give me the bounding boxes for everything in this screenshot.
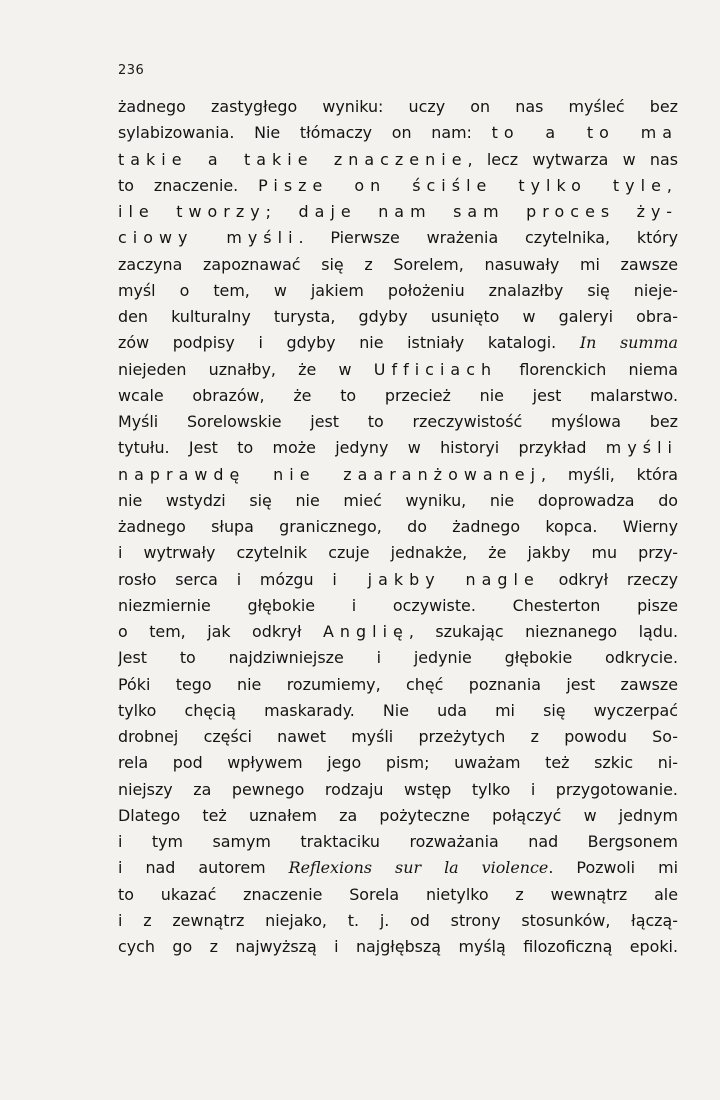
text-line: [118, 120, 678, 146]
text-run: cych go z najwyższą i najgłębszą myślą filozoficzną epoki.: [118, 937, 678, 956]
body-text: [118, 94, 678, 960]
text-line: [118, 462, 678, 488]
text-line: [118, 409, 678, 435]
text-run: żadnego słupa granicznego, do żadnego kopca. Wierny: [118, 517, 678, 536]
text-run: myśl o tem, w jakiem położeniu znalazłby się nieje-: [118, 280, 678, 300]
text-line: [118, 672, 678, 698]
text-run: niejszy za pewnego rodzaju wstęp tylko i przygotowanie.: [118, 779, 678, 799]
page-number: 236: [118, 63, 145, 78]
text-run: zaczyna zapoznawać się z Sorelem, nasuwały mi zawsze: [118, 254, 678, 274]
text-run: wcale obrazów, że to przecież nie jest malarstwo.: [118, 385, 678, 405]
text-line: [118, 488, 678, 514]
text-line: [118, 803, 678, 829]
text-line: [118, 593, 678, 619]
text-run: . Pierwsze wrażenia czytelnika, który: [298, 228, 678, 248]
text-run: zów podpisy i gdyby nie istniały katalogi.: [118, 333, 580, 353]
spaced-emphasis: Ufficiach: [373, 359, 498, 379]
text-run: odkrył rzeczy: [539, 569, 678, 589]
text-line: [118, 567, 678, 593]
spaced-emphasis: ciowy myśli: [118, 228, 299, 248]
text-run: . Pozwoli mi: [548, 858, 678, 878]
text-run: drobnej części nawet myśli przeżytych z powodu So-: [118, 727, 678, 746]
text-run: żadnego zastygłego wyniku: uczy on nas myśleć bez: [118, 97, 678, 116]
spaced-emphasis: Pisze on ściśle tylko tyle,: [258, 175, 678, 195]
text-run: niejeden uznałby, że w: [118, 359, 374, 379]
text-run: rela pod wpływem jego pism; uważam też szkic ni-: [118, 753, 678, 773]
text-line: [118, 698, 678, 724]
text-run: rosło serca i mózgu: [118, 569, 333, 589]
italic-emphasis: Reflexions sur la violence: [288, 858, 549, 878]
text-line: [118, 514, 678, 540]
text-run: to ukazać znaczenie Sorela nietylko z wewnątrz ale: [118, 884, 678, 904]
text-line: [118, 94, 678, 120]
text-line: [118, 199, 678, 225]
spaced-emphasis: ile tworzy; daje nam sam proces ży-: [118, 202, 678, 221]
text-line: [118, 147, 678, 173]
text-line: [118, 934, 678, 960]
text-line: [118, 540, 678, 566]
text-line: [118, 252, 678, 278]
spaced-emphasis: i jakby nagle: [332, 569, 540, 589]
text-run: , myśli, która: [541, 464, 678, 484]
spaced-emphasis: naprawdę nie zaaranżowanej: [118, 464, 542, 484]
text-run: i tym samym traktaciku rozważania nad Bergsonem: [118, 832, 678, 851]
text-line: [118, 173, 678, 199]
text-run: florenckich niema: [497, 359, 678, 379]
text-line: [118, 304, 678, 330]
text-run: Jest to najdziwniejsze i jedynie głębokie odkrycie.: [118, 648, 678, 668]
text-line: [118, 330, 678, 356]
text-run: nie wstydzi się nie mieć wyniku, nie doprowadza do: [118, 490, 678, 510]
text-line: [118, 855, 678, 881]
text-line: [118, 435, 678, 461]
text-line: [118, 278, 678, 304]
text-run: o tem, jak odkrył: [118, 622, 323, 641]
text-line: [118, 645, 678, 671]
text-run: Póki tego nie rozumiemy, chęć poznania jest zawsze: [118, 674, 678, 694]
text-line: [118, 777, 678, 803]
text-line: [118, 908, 678, 934]
text-run: Myśli Sorelowskie jest to rzeczywistość myślowa bez: [118, 412, 678, 431]
text-run: i nad autorem: [118, 858, 289, 878]
text-run: sylabizowania. Nie tłómaczy on nam:: [118, 123, 492, 143]
text-run: den kulturalny turysta, gdyby usunięto w galeryi obra-: [118, 307, 678, 326]
text-line: [118, 750, 678, 776]
italic-emphasis: In summa: [579, 333, 678, 353]
spaced-emphasis: to a to ma: [491, 123, 678, 143]
text-run: , lecz wytwarza w nas: [467, 149, 678, 169]
text-run: to znaczenie.: [118, 175, 259, 195]
text-line: [118, 829, 678, 855]
spaced-emphasis: takie a takie znaczenie: [118, 149, 468, 169]
text-line: [118, 619, 678, 645]
text-line: [118, 383, 678, 409]
text-line: [118, 357, 678, 383]
text-line: [118, 724, 678, 750]
text-run: Dlatego też uznałem za pożyteczne połączyć w jednym: [118, 805, 678, 825]
text-run: i z zewnątrz niejako, t. j. od strony stosunków, łączą-: [118, 910, 678, 930]
text-run: tytułu. Jest to może jedyny w historyi przykład: [118, 438, 606, 458]
text-run: i wytrwały czytelnik czuje jednakże, że jakby mu przy-: [118, 543, 678, 563]
text-line: [118, 225, 678, 251]
spaced-emphasis: myśli: [605, 438, 678, 458]
text-run: niezmiernie głębokie i oczywiste. Chesterton pisze: [118, 595, 678, 615]
text-run: , szukając nieznanego lądu.: [408, 622, 678, 641]
spaced-emphasis: Anglię: [322, 622, 409, 641]
text-line: [118, 882, 678, 908]
text-run: tylko chęcią maskarady. Nie uda mi się wyczerpać: [118, 700, 678, 720]
